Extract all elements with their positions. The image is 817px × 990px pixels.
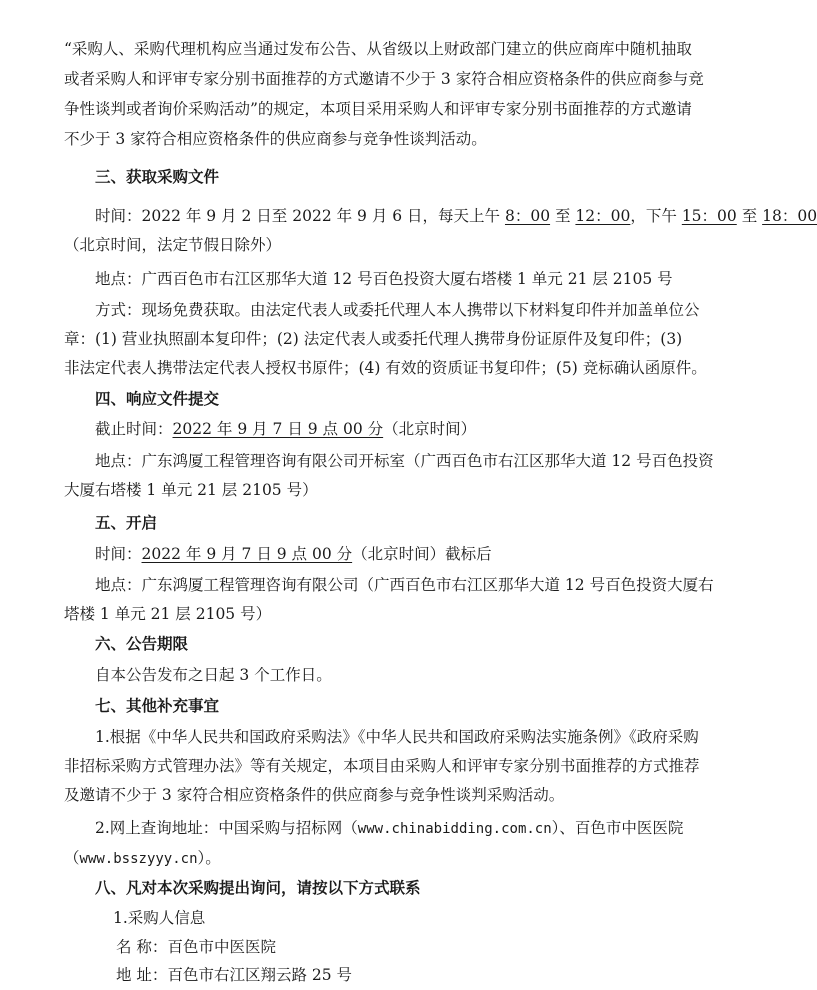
deadline-label: 截止时间： [95, 420, 173, 438]
pm-end-time: 18：00 [762, 207, 817, 225]
am-start-time: 8：00 [504, 207, 551, 225]
obtain-time-note: （北京时间，法定节假日除外） [64, 236, 282, 254]
to-text: 至 [736, 207, 763, 225]
opening-location-line: 塔楼 1 单元 21 层 2105 号） [64, 605, 272, 623]
supplementary-item-line: 及邀请不少于 3 家符合相应资格条件的供应商参与竞争性谈判采购活动。 [64, 786, 565, 804]
paragraph-line: 不少于 3 家符合相应资格条件的供应商参与竞争性谈判活动。 [64, 130, 487, 148]
purchaser-name-label: 名 称： [116, 938, 168, 956]
obtain-time-prefix: 时间：2022 年 9 月 2 日至 2022 年 9 月 6 日，每天上午 [95, 207, 505, 225]
pm-start-time: 15：00 [681, 207, 737, 225]
section-heading-opening: 五、开启 [95, 513, 158, 532]
obtain-method-line: 非法定代表人携带法定代表人授权书原件；(4) 有效的资质证书复印件；(5) 竞标确认函原件。 [64, 359, 707, 377]
deadline-value: 2022 年 9 月 7 日 9 点 00 分 [172, 420, 384, 438]
online-query-line-2 [64, 845, 664, 871]
purchaser-name-row [116, 934, 656, 960]
pm-prefix: ，下午 [630, 207, 682, 225]
hospital-website-link[interactable]: www.bsszyyy.cn [79, 851, 198, 867]
purchaser-info-subheading: 1.采购人信息 [113, 909, 206, 927]
to-text: 至 [550, 207, 576, 225]
online-query-line [95, 815, 684, 841]
section-heading-obtain-documents: 三、获取采购文件 [95, 167, 220, 186]
opening-time-label: 时间： [95, 545, 142, 563]
chinabidding-link[interactable]: www.chinabidding.com.cn [357, 821, 552, 837]
paragraph-line: 争性谈判或者询价采购活动”的规定，本项目采用采购人和评审专家分别书面推荐的方式邀请 [64, 100, 692, 118]
am-end-time: 12：00 [575, 207, 631, 225]
obtain-method-line: 方式：现场免费获取。由法定代表人或委托代理人本人携带以下材料复印件并加盖单位公 [95, 301, 700, 319]
submit-location-line: 地点：广东鸿厦工程管理咨询有限公司开标室（广西百色市右江区那华大道 12 号百色投资 [95, 452, 714, 470]
announcement-period-text: 自本公告发布之日起 3 个工作日。 [95, 666, 332, 684]
purchaser-address-row [116, 962, 656, 988]
obtain-method-line: 章：(1) 营业执照副本复印件；(2) 法定代表人或委托代理人携带身份证原件及复印件；(3) [64, 330, 683, 348]
paragraph-line: “采购人、采购代理机构应当通过发布公告、从省级以上财政部门建立的供应商库中随机抽取 [64, 40, 692, 58]
purchaser-name-value: 百色市中医医院 [167, 938, 276, 956]
supplementary-item-line: 1.根据《中华人民共和国政府采购法》《中华人民共和国政府采购法实施条例》《政府采购 [95, 728, 699, 746]
submit-location-line: 大厦右塔楼 1 单元 21 层 2105 号） [64, 481, 318, 499]
obtain-time-line [95, 203, 817, 229]
opening-location-line: 地点：广东鸿厦工程管理咨询有限公司（广西百色市右江区那华大道 12 号百色投资大厦右 [95, 576, 714, 594]
purchaser-address-label: 地 址： [116, 966, 168, 984]
purchaser-address-value: 百色市右江区翔云路 25 号 [167, 966, 353, 984]
obtain-address: 地点：广西百色市右江区那华大道 12 号百色投资大厦右塔楼 1 单元 21 层 2105 号 [95, 270, 673, 288]
online-query-prefix: 2.网上查询地址：中国采购与招标网（ [95, 819, 358, 837]
section-heading-contact: 八、凡对本次采购提出询问，请按以下方式联系 [95, 878, 421, 897]
paragraph-line: 或者采购人和评审专家分别书面推荐的方式邀请不少于 3 家符合相应资格条件的供应商参与竞 [64, 70, 704, 88]
submit-deadline-line [95, 416, 664, 442]
section-heading-submit-response: 四、响应文件提交 [95, 389, 220, 408]
paren-open: （ [64, 849, 80, 867]
opening-time-value: 2022 年 9 月 7 日 9 点 00 分 [141, 545, 353, 563]
online-query-mid: ）、百色市中医医院 [551, 819, 684, 837]
supplementary-item-line: 非招标采购方式管理办法》等有关规定，本项目由采购人和评审专家分别书面推荐的方式推荐 [64, 757, 700, 775]
section-heading-supplementary: 七、其他补充事宜 [95, 696, 220, 715]
deadline-note: （北京时间） [383, 420, 477, 438]
paren-close: ）。 [197, 849, 221, 867]
opening-time-line [95, 541, 664, 567]
opening-time-note: （北京时间）截标后 [352, 545, 492, 563]
section-heading-announcement-period: 六、公告期限 [95, 634, 189, 653]
